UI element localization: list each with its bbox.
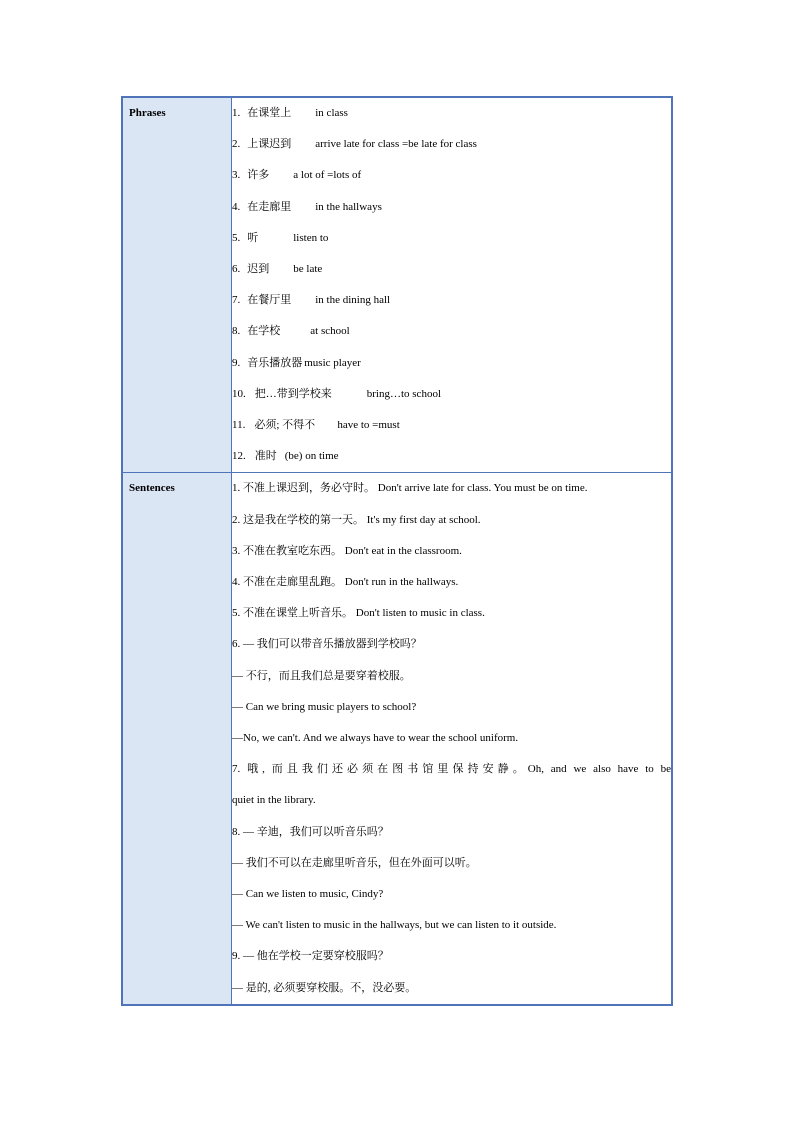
sentence-list [232, 473, 671, 1003]
phrase-number: 7. [232, 294, 241, 307]
sentences-label: Sentences [129, 482, 175, 495]
phrase-english: (be) on time [284, 450, 339, 463]
phrases-content-cell [232, 97, 673, 473]
sentences-row [122, 473, 672, 1005]
sentence-line: —No, we can't. And we always have to wear the school uniform. [232, 732, 519, 745]
sentences-content-cell [232, 473, 673, 1005]
phrase-chinese: 许多 [247, 169, 270, 182]
phrase-item [232, 316, 671, 347]
phrase-english: music player [304, 356, 361, 369]
phrase-english: arrive late for class =be late for class [315, 138, 477, 151]
vocab-table [121, 96, 673, 1006]
phrases-label-cell [122, 97, 232, 473]
phrase-chinese: 在餐厅里 [247, 294, 292, 307]
phrase-english: at school [310, 325, 350, 338]
phrase-chinese: 在走廊里 [247, 200, 292, 213]
phrase-item [232, 223, 671, 254]
phrase-chinese: 迟到 [247, 263, 270, 276]
sentence-line: — Can we listen to music, Cindy? [232, 888, 384, 901]
phrase-item [232, 160, 671, 191]
phrase-item [232, 410, 671, 441]
phrase-chinese: 听 [247, 231, 259, 244]
phrase-chinese: 必须; 不得不 [254, 419, 316, 432]
phrases-row [122, 97, 672, 473]
phrase-chinese: 在课堂上 [247, 107, 292, 119]
phrase-english: listen to [293, 231, 329, 244]
phrase-english: in the dining hall [315, 294, 391, 307]
phrase-chinese: 把…带到学校来 [254, 387, 332, 400]
sentence-line: 7. 哦, 而且我们还必须在图书馆里保持安静。Oh, and we also have to be [232, 763, 671, 776]
phrase-chinese: 准时 [254, 450, 277, 463]
phrase-number: 2. [232, 138, 241, 151]
sentences-label-cell [122, 473, 232, 1005]
sentence-line: — 我们不可以在走廊里听音乐，但在外面可以听。 [232, 856, 477, 869]
phrase-number: 12. [232, 450, 246, 463]
phrase-chinese: 音乐播放器 [247, 356, 303, 369]
phrase-chinese: 上课迟到 [247, 138, 292, 151]
sentence-line: — We can't listen to music in the hallways, but we can listen to it outside. [232, 919, 557, 932]
phrase-number: 5. [232, 231, 241, 244]
phrase-item [232, 285, 671, 316]
phrase-number: 9. [232, 356, 241, 369]
sentence-line: quiet in the library. [232, 794, 316, 807]
phrase-item [232, 98, 671, 129]
phrase-item [232, 441, 671, 472]
phrase-number: 4. [232, 200, 241, 213]
phrase-number: 1. [232, 107, 241, 119]
sentence-line: 6. — 我们可以带音乐播放器到学校吗？ [232, 638, 422, 651]
phrase-item [232, 254, 671, 285]
sentence-line: — Can we bring music players to school? [232, 700, 417, 713]
phrase-english: bring…to school [366, 387, 441, 400]
sentence-line: 5. 不准在课堂上听音乐。 Don't listen to music in class. [232, 607, 485, 620]
sentence-line: 2. 这是我在学校的第一天。 It's my first day at school. [232, 513, 481, 526]
phrase-item [232, 129, 671, 160]
phrase-number: 8. [232, 325, 241, 338]
phrases-label: Phrases [129, 107, 166, 119]
sentence-line: 8. — 辛迪，我们可以听音乐吗？ [232, 825, 389, 838]
phrase-number: 10. [232, 387, 246, 400]
phrase-number: 3. [232, 169, 241, 182]
phrase-item [232, 192, 671, 223]
phrase-number: 6. [232, 263, 241, 276]
sentence-line: — 不行，而且我们总是要穿着校服。 [232, 669, 411, 682]
phrase-chinese: 在学校 [247, 325, 281, 338]
sentence-line: 4. 不准在走廊里乱跑。 Don't run in the hallways. [232, 576, 459, 589]
phrase-english: in the hallways [315, 200, 382, 213]
phrase-english: in class [315, 107, 348, 119]
phrase-english: a lot of =lots of [293, 169, 362, 182]
phrase-item [232, 379, 671, 410]
phrase-english: be late [293, 263, 323, 276]
sentence-line: 3. 不准在教室吃东西。 Don't eat in the classroom. [232, 544, 462, 557]
sentence-line: 1. 不准上课迟到，务必守时。 Don't arrive late for class. You must be on time. [232, 482, 588, 495]
sentence-line: — 是的, 必须要穿校服。不，没必要。 [232, 981, 417, 994]
phrase-list [232, 98, 671, 472]
phrase-english: have to =must [337, 419, 400, 432]
phrase-number: 11. [232, 419, 246, 432]
phrase-item [232, 348, 671, 379]
sentence-line: 9. — 他在学校一定要穿校服吗？ [232, 950, 389, 963]
